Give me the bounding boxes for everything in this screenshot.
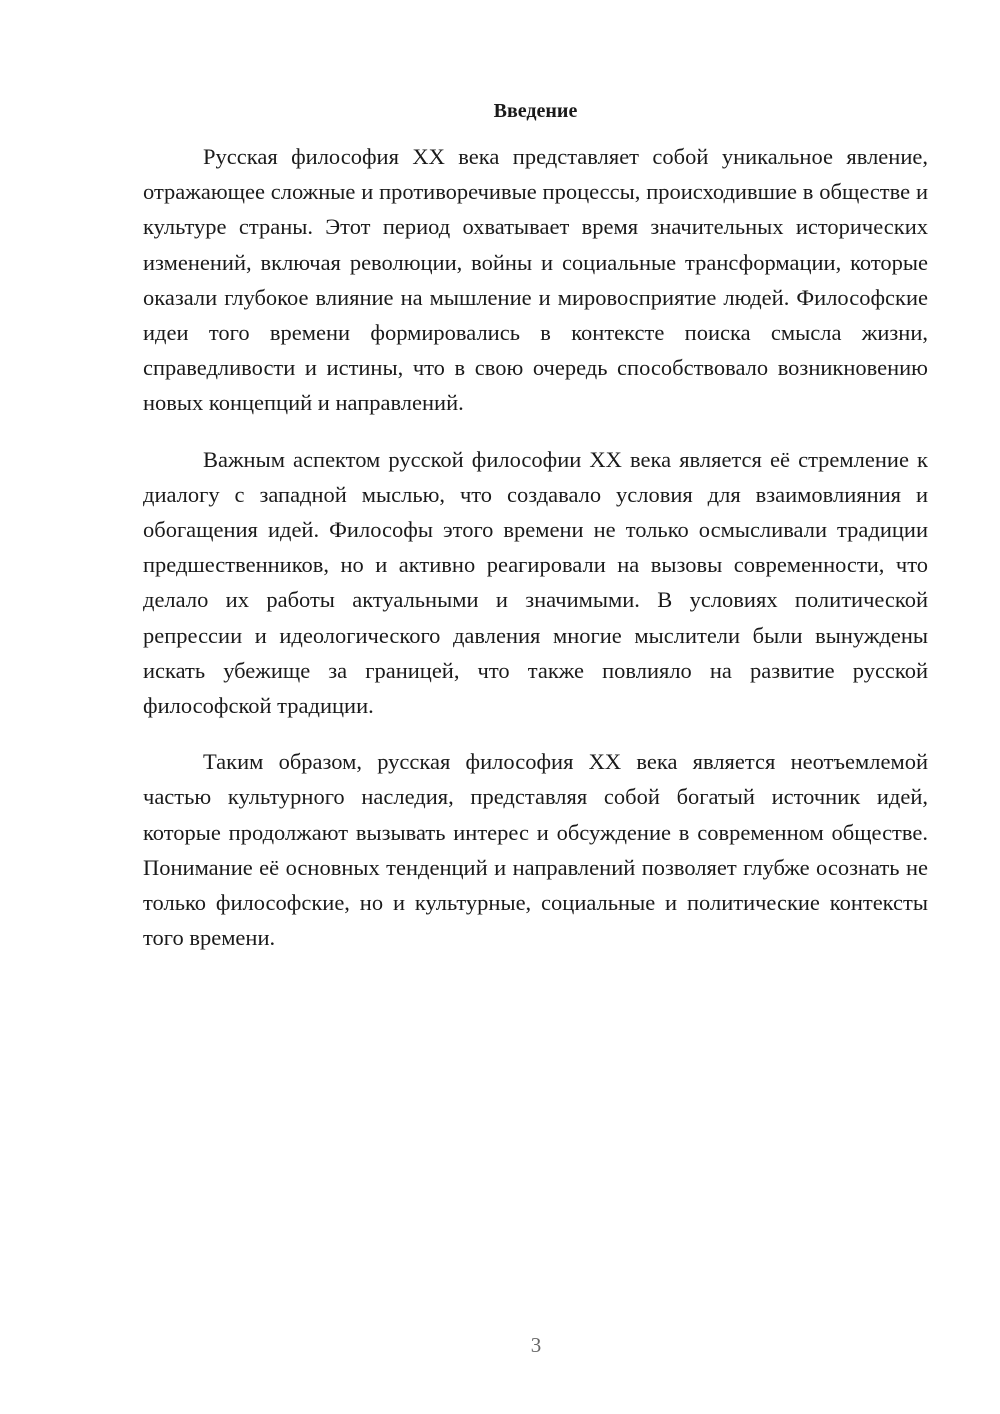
page-content bbox=[143, 95, 928, 976]
paragraph-2: Важным аспектом русской философии XX века является её стремление к диалогу с западной мыслью, что создавало условия для взаимовлияния и обогащения идей. Философы этого времени не только осмысливали традиции предшественников, но и активно реагировали на вызовы современности, что делало их работы актуальными и значимыми. В условиях политической репрессии и идеологического давления многие мыслители были вынуждены искать убежище за границей, что также повлияло на развитие русской философской традиции. bbox=[143, 446, 928, 719]
page-number: 3 bbox=[530, 1333, 542, 1357]
section-title: Введение bbox=[493, 100, 578, 122]
paragraph-3: Таким образом, русская философия XX века является неотъемлемой частью культурного наследия, представляя собой богатый источник идей, которые продолжают вызывать интерес и обсуждение в современном обществе. Понимание её основных тенденций и направлений позволяет глубже осознать не только философские, но и культурные, социальные и политические контексты того времени. bbox=[143, 749, 928, 951]
paragraph-1: Русская философия XX века представляет собой уникальное явление, отражающее сложные и противоречивые процессы, происходившие в обществе и культуре страны. Этот период охватывает время значительных исторических изменений, включая революции, войны и социальные трансформации, которые оказали глубокое влияние на мышление и мировосприятие людей. Философские идеи того времени формировались в контексте поиска смысла жизни, справедливости и истины, что в свою очередь способствовало возникновению новых концепций и направлений. bbox=[143, 144, 928, 416]
